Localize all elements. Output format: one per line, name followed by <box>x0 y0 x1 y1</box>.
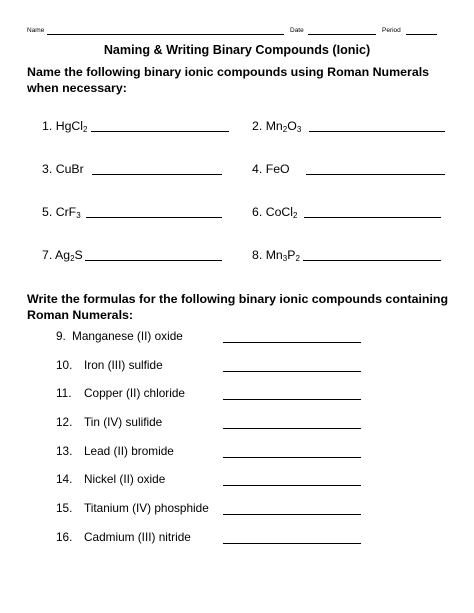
part2-instruction: Write the formulas for the following binary ionic compounds containing Roman Numerals: <box>27 292 449 322</box>
element-symbol: Hg <box>55 119 72 133</box>
item-number: 11. <box>56 386 72 400</box>
compound-name: Lead (II) bromide <box>84 444 174 458</box>
answer-blank[interactable] <box>91 131 229 132</box>
subscript: 2 <box>293 211 298 220</box>
subscript: 2 <box>70 254 75 263</box>
period-label: Period <box>382 27 401 34</box>
element-symbol: Cl <box>71 119 84 133</box>
subscript: 3 <box>76 211 81 220</box>
item-number: 16. <box>56 530 73 544</box>
item-number: 13. <box>56 444 73 458</box>
chem-formula <box>56 119 88 133</box>
part1-item <box>252 119 301 133</box>
element-symbol: Co <box>265 205 282 219</box>
subscript: 2 <box>282 125 288 134</box>
answer-blank[interactable] <box>223 514 361 515</box>
compound-name: Iron (III) sulfide <box>84 358 163 372</box>
item-number: 4. <box>252 162 263 176</box>
chem-formula <box>266 119 302 133</box>
part1-item <box>42 205 81 219</box>
compound-name: Manganese (II) oxide <box>72 329 183 343</box>
answer-blank[interactable] <box>309 131 445 132</box>
subscript: 2 <box>83 125 88 134</box>
item-number: 10. <box>56 358 73 372</box>
chem-formula <box>266 162 290 176</box>
element-symbol: CuBr <box>55 162 84 176</box>
answer-blank[interactable] <box>223 371 361 372</box>
element-symbol: F <box>68 205 77 219</box>
answer-blank[interactable] <box>223 457 361 458</box>
date-blank[interactable] <box>308 34 376 35</box>
chem-formula <box>55 248 83 262</box>
item-number: 7. <box>42 248 53 262</box>
part1-instruction: Name the following binary ionic compounds using Roman Numerals when necessary: <box>27 65 430 95</box>
compound-name: Tin (IV) sulifide <box>84 415 163 429</box>
name-label: Name <box>27 27 45 34</box>
element-symbol: Mn <box>265 119 283 133</box>
part1-item <box>42 248 83 262</box>
item-number: 15. <box>56 501 73 515</box>
chem-formula <box>266 205 298 219</box>
answer-blank[interactable] <box>223 485 361 486</box>
subscript: 2 <box>295 254 300 263</box>
chem-formula <box>56 205 81 219</box>
chem-formula <box>266 248 300 262</box>
element-symbol: Cr <box>55 205 69 219</box>
element-symbol: FeO <box>265 162 290 176</box>
element-symbol: Cl <box>281 205 294 219</box>
item-number: 1. <box>42 119 53 133</box>
element-symbol: S <box>74 248 83 262</box>
element-symbol: Ag <box>55 248 71 262</box>
element-symbol: Mn <box>265 248 283 262</box>
subscript: 3 <box>296 125 302 134</box>
part1-item <box>252 248 300 262</box>
answer-blank[interactable] <box>85 260 222 261</box>
item-number: 3. <box>42 162 53 176</box>
answer-blank[interactable] <box>223 399 361 400</box>
name-blank[interactable] <box>47 34 284 35</box>
element-symbol: O <box>287 119 297 133</box>
chem-formula <box>56 162 84 176</box>
answer-blank[interactable] <box>92 174 222 175</box>
item-number: 14. <box>56 472 73 486</box>
period-blank[interactable] <box>406 34 437 35</box>
compound-name: Nickel (II) oxide <box>84 472 166 486</box>
part1-item <box>252 162 290 176</box>
answer-blank[interactable] <box>223 543 361 544</box>
compound-name: Cadmium (III) nitride <box>84 530 191 544</box>
answer-blank[interactable] <box>223 428 361 429</box>
part1-item <box>42 162 84 176</box>
item-number: 9. <box>56 329 66 343</box>
item-number: 5. <box>42 205 53 219</box>
answer-blank[interactable] <box>304 217 441 218</box>
part1-item <box>42 119 88 133</box>
item-number: 8. <box>252 248 263 262</box>
item-number: 6. <box>252 205 263 219</box>
date-label: Date <box>290 27 304 34</box>
compound-name: Copper (II) chloride <box>84 386 185 400</box>
answer-blank[interactable] <box>86 217 222 218</box>
worksheet-title: Naming & Writing Binary Compounds (Ionic) <box>103 43 371 57</box>
compound-name: Titanium (IV) phosphide <box>84 501 209 515</box>
item-number: 2. <box>252 119 263 133</box>
subscript: 3 <box>282 254 288 263</box>
item-number: 12. <box>56 415 73 429</box>
answer-blank[interactable] <box>223 342 361 343</box>
answer-blank[interactable] <box>306 174 445 175</box>
part1-item <box>252 205 298 219</box>
element-symbol: P <box>287 248 296 262</box>
answer-blank[interactable] <box>303 260 441 261</box>
